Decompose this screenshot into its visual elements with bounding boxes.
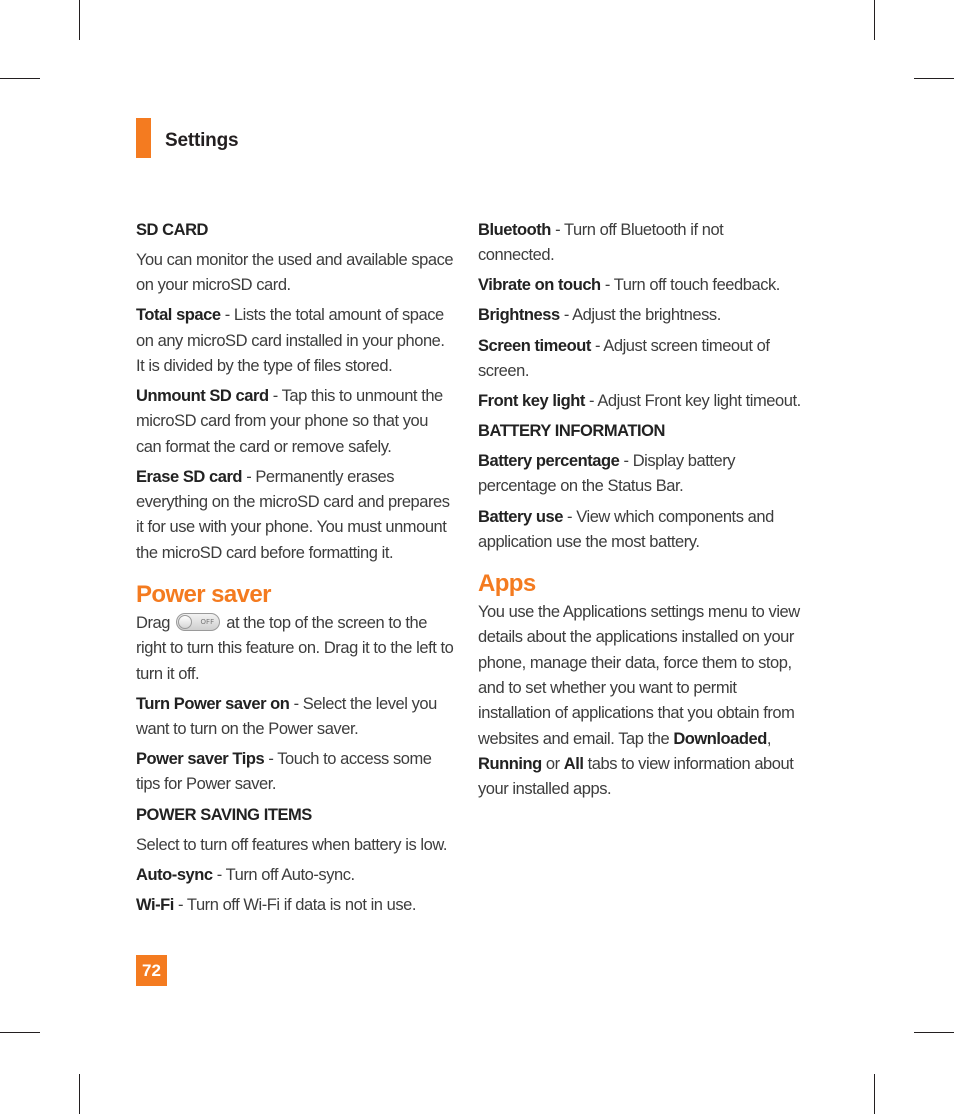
item-term: Power saver Tips [136,750,265,769]
item-desc: - Tap this to unmount the microSD card from your phone so that you can format the card or remove safely. [136,387,443,456]
page-header-title: Settings [165,130,239,151]
sd-card-heading: SD CARD [136,221,209,239]
apps-separator: , [766,729,772,748]
item-desc: - Lists the total amount of space on any microSD card installed in your phone. It is divided by the type of files stored. [136,306,445,376]
power-saving-item [478,218,802,269]
item-desc: - Turn off Wi-Fi if data is not in use. [173,895,417,914]
drag-text-after: at the top of the screen to the right to turn this feature on. Drag it to the left to turn it off. [136,614,454,683]
item-term: Battery percentage [478,452,620,471]
power-saving-items-heading: POWER SAVING ITEMS [136,805,312,824]
sd-card-item [136,303,454,379]
tab-all: All [563,754,584,773]
crop-mark [914,1032,954,1033]
apps-body-text: tabs to view information about your installed apps. [478,754,794,799]
drag-text-before: Drag [136,614,175,633]
power-saving-intro: Select to turn off features when battery is low. [136,835,448,854]
item-term: Battery use [478,507,563,526]
item-term: Vibrate on touch [478,276,601,295]
apps-body-text: You use the Applications settings menu to view details about the applications installed on your phone, manage their data, force them to stop, and to set whether you want to permit installation of applications that you obtain from websites and email. Tap the [478,603,800,748]
item-desc: - Permanently erases everything on the microSD card and prepares it for use with your phone. You must unmount the microSD card before formatting it. [136,467,450,562]
item-term: Brightness [478,306,560,325]
crop-mark [874,0,875,40]
item-term: Wi-Fi [136,895,174,914]
power-saver-item [136,747,454,798]
power-saver-title: Power saver [136,581,271,609]
item-desc: - Touch to access some tips for Power saver. [136,750,432,794]
toggle-knob [178,615,192,629]
right-column [478,218,802,807]
sd-card-intro: You can monitor the used and available space on your microSD card. [136,251,454,295]
page-number: 72 [136,955,167,986]
battery-item [478,505,802,556]
item-term: Turn Power saver on [136,694,290,713]
sd-card-item [136,465,454,566]
item-term: Total space [136,306,221,325]
power-saver-item [136,692,454,743]
item-desc: - Select the level you want to turn on the Power saver. [136,694,437,739]
crop-mark [0,1032,40,1033]
item-term: Screen timeout [478,336,591,355]
item-desc: - Display battery percentage on the Status Bar. [478,452,736,496]
apps-title: Apps [478,570,536,598]
apps-separator: or [541,754,564,773]
battery-item [478,449,802,500]
power-saver-toggle-icon [176,613,220,631]
crop-mark [0,78,40,79]
item-desc: - Turn off Auto-sync. [212,865,355,884]
sd-card-item [136,384,454,460]
crop-mark [914,78,954,79]
tab-running: Running [478,754,542,773]
item-desc: - Turn off Bluetooth if not connected. [478,221,724,265]
battery-information-heading: BATTERY INFORMATION [478,422,665,441]
toggle-label: OFF [200,618,215,627]
item-desc: - Adjust Front key light timeout. [584,391,801,410]
power-saver-intro [136,611,454,687]
item-term: Erase SD card [136,467,243,486]
power-saving-item [478,303,802,328]
tab-downloaded: Downloaded [673,729,767,748]
power-saving-item [478,334,802,385]
apps-body [478,600,802,802]
power-saving-item [136,863,454,888]
left-column [136,218,454,923]
item-desc: - Adjust the brightness. [559,306,721,325]
item-term: Auto-sync [136,865,213,884]
item-desc: - Adjust screen timeout of screen. [478,336,770,380]
power-saving-item [478,389,802,414]
item-term: Front key light [478,391,585,410]
crop-mark [79,0,80,40]
item-term: Bluetooth [478,221,551,239]
power-saving-item [136,893,454,918]
header-accent-bar [136,118,151,158]
crop-mark [79,1074,80,1114]
item-term: Unmount SD card [136,387,269,406]
crop-mark [874,1074,875,1114]
power-saving-item [478,273,802,298]
item-desc: - View which components and application use the most battery. [478,507,774,551]
item-desc: - Turn off touch feedback. [600,276,780,295]
